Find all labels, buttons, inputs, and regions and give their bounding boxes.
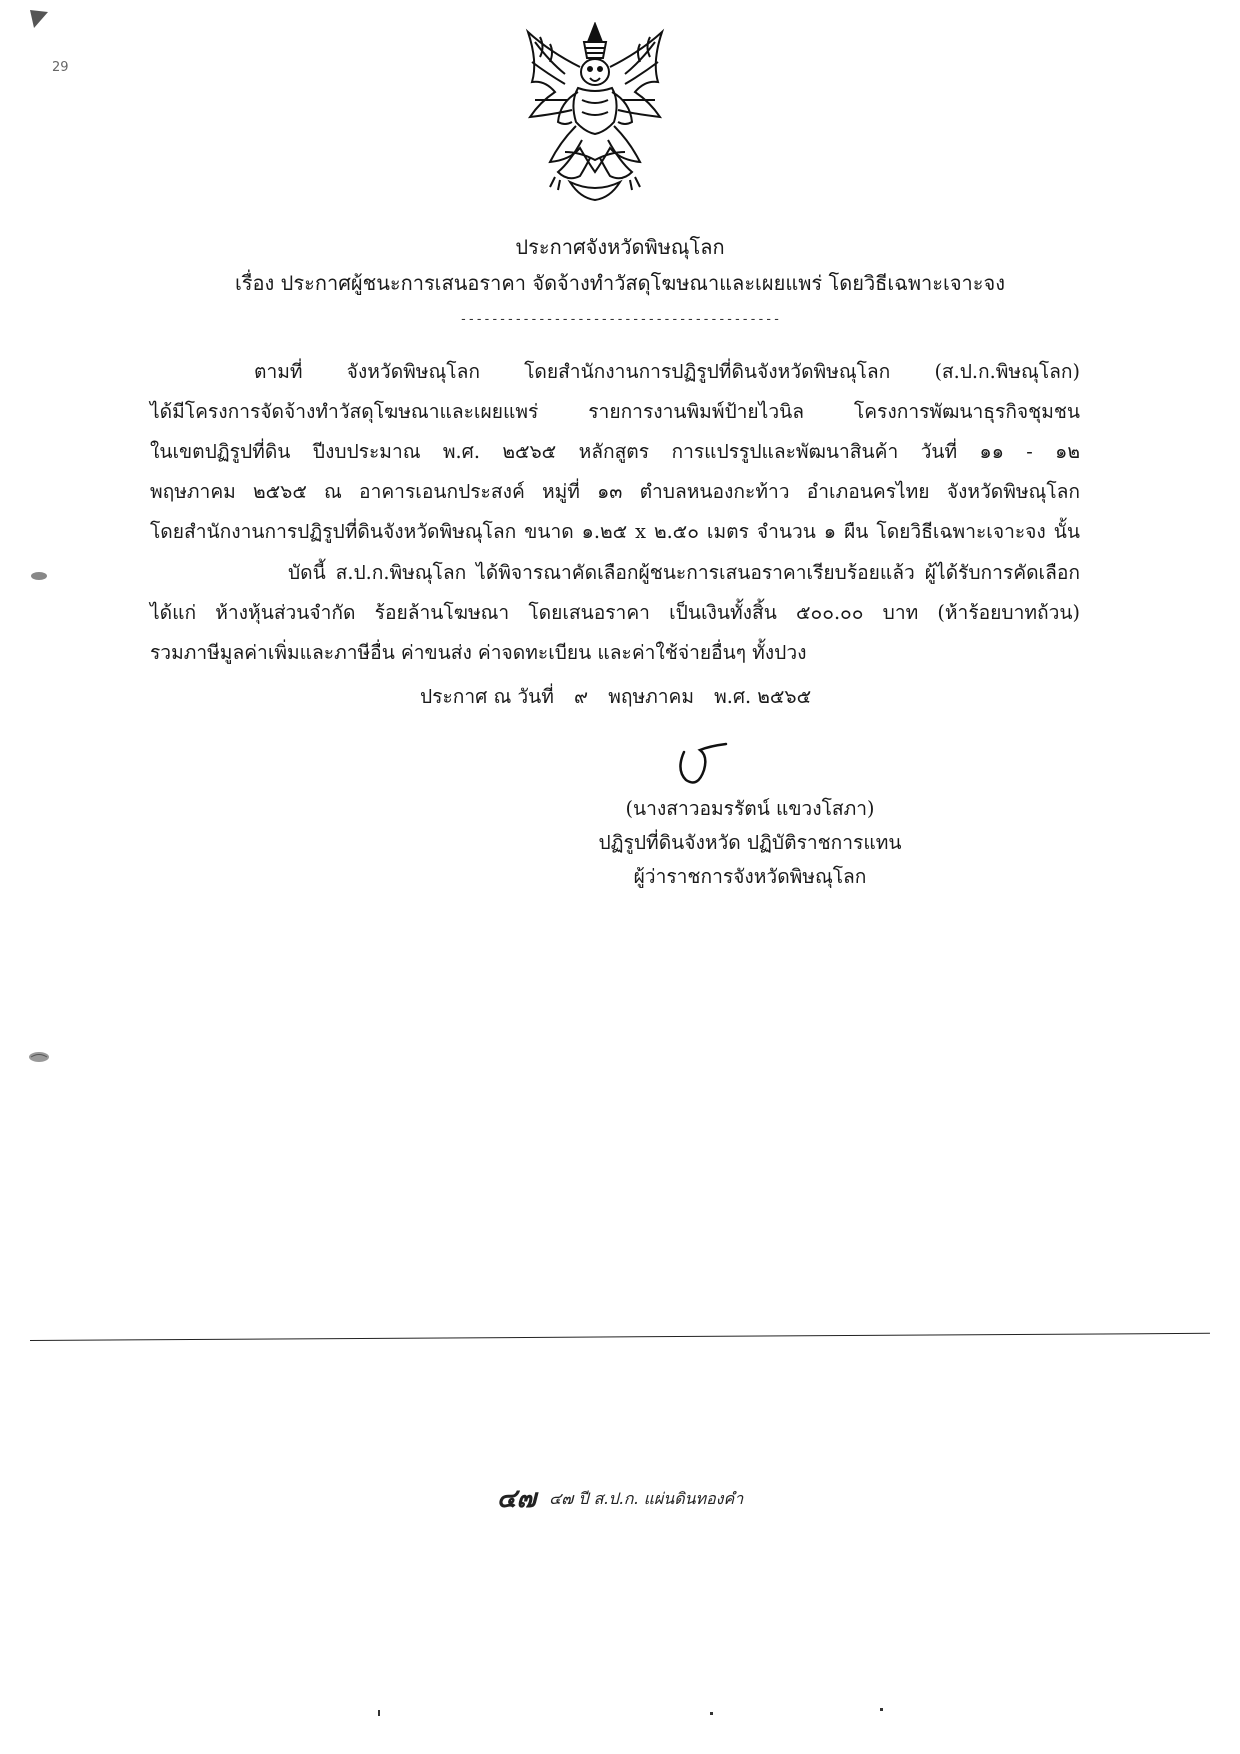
paragraph-line: ในเขตปฏิรูปที่ดิน ปีงบประมาณ พ.ศ. ๒๕๖๕ หลักสูตร การแปรรูปและพัฒนาสินค้า วันที่ ๑๑ - ๑๒ xyxy=(150,440,1080,463)
handwritten-number: 29 xyxy=(52,60,69,75)
scan-speck xyxy=(378,1710,380,1716)
announcement-date xyxy=(420,680,825,714)
footer-slogan xyxy=(0,1478,1240,1519)
paragraph-line: ได้แก่ ห้างหุ้นส่วนจำกัด ร้อยล้านโฆษณา โดยเสนอราคา เป็นเงินทั้งสิ้น ๕๐๐.๐๐ บาท (ห้าร้อยบาทถ้วน) xyxy=(150,601,1080,624)
scan-speck xyxy=(880,1708,883,1711)
punch-hole-mark xyxy=(30,570,48,582)
date-day: ๙ xyxy=(574,685,589,708)
body-paragraph-2 xyxy=(150,553,1080,673)
title-divider: ----------------------------------------- xyxy=(459,312,781,327)
paragraph-line: บัดนี้ ส.ป.ก.พิษณุโลก ได้พิจารณาคัดเลือกผู้ชนะการเสนอราคาเรียบร้อยแล้ว ผู้ได้รับการคัดเลือก xyxy=(288,561,1080,584)
date-prefix: ประกาศ ณ วันที่ xyxy=(420,685,554,708)
signatory-position-2: ผู้ว่าราชการจังหวัดพิษณุโลก xyxy=(633,865,867,888)
paragraph-line: รวมภาษีมูลค่าเพิ่มและภาษีอื่น ค่าขนส่ง ค่าจดทะเบียน และค่าใช้จ่ายอื่นๆ ทั้งปวง xyxy=(150,641,807,664)
signatory-name: (นางสาวอมรรัตน์ แขวงโสภา) xyxy=(625,797,875,820)
alro-47-logo: ๔๗ xyxy=(496,1484,537,1514)
signatory-position: ปฏิรูปที่ดินจังหวัด ปฏิบัติราชการแทน xyxy=(598,831,902,854)
paragraph-line: โดยสำนักงานการปฏิรูปที่ดินจังหวัดพิษณุโลก ขนาด ๑.๒๕ x ๒.๕๐ เมตร จำนวน ๑ ผืน โดยวิธีเฉพาะเจาะจง นั้น xyxy=(150,520,1080,543)
announcement-subject: เรื่อง ประกาศผู้ชนะการเสนอราคา จัดจ้างทำวัสดุโฆษณาและเผยแพร่ โดยวิธีเฉพาะเจาะจง xyxy=(234,271,1006,295)
body-paragraph-1 xyxy=(150,352,1080,552)
paragraph-line: ตามที่ จังหวัดพิษณุโลก โดยสำนักงานการปฏิรูปที่ดินจังหวัดพิษณุโลก (ส.ป.ก.พิษณุโลก) xyxy=(254,360,1080,383)
punch-hole-mark xyxy=(28,1050,50,1064)
date-year: พ.ศ. ๒๕๖๕ xyxy=(714,685,812,708)
paragraph-line: ได้มีโครงการจัดจ้างทำวัสดุโฆษณาและเผยแพร่ รายการงานพิมพ์ป้ายไวนิล โครงการพัฒนาธุรกิจชุมชน xyxy=(150,400,1080,423)
scan-corner-mark xyxy=(30,10,48,28)
footer-text: ๔๗ ปี ส.ป.ก. แผ่นดินทองคำ xyxy=(549,1489,744,1508)
paragraph-line: พฤษภาคม ๒๕๖๕ ณ อาคารเอนกประสงค์ หมู่ที่ ๑๓ ตำบลหนองกะท้าว อำเภอนครไทย จังหวัดพิษณุโลก xyxy=(150,480,1080,503)
handwritten-signature xyxy=(670,740,730,790)
scan-speck xyxy=(710,1712,713,1715)
announcement-title: ประกาศจังหวัดพิษณุโลก xyxy=(515,235,725,259)
garuda-emblem-icon xyxy=(510,22,680,202)
footer-divider xyxy=(30,1333,1210,1341)
signature-block xyxy=(520,792,980,894)
date-month: พฤษภาคม xyxy=(608,685,695,708)
